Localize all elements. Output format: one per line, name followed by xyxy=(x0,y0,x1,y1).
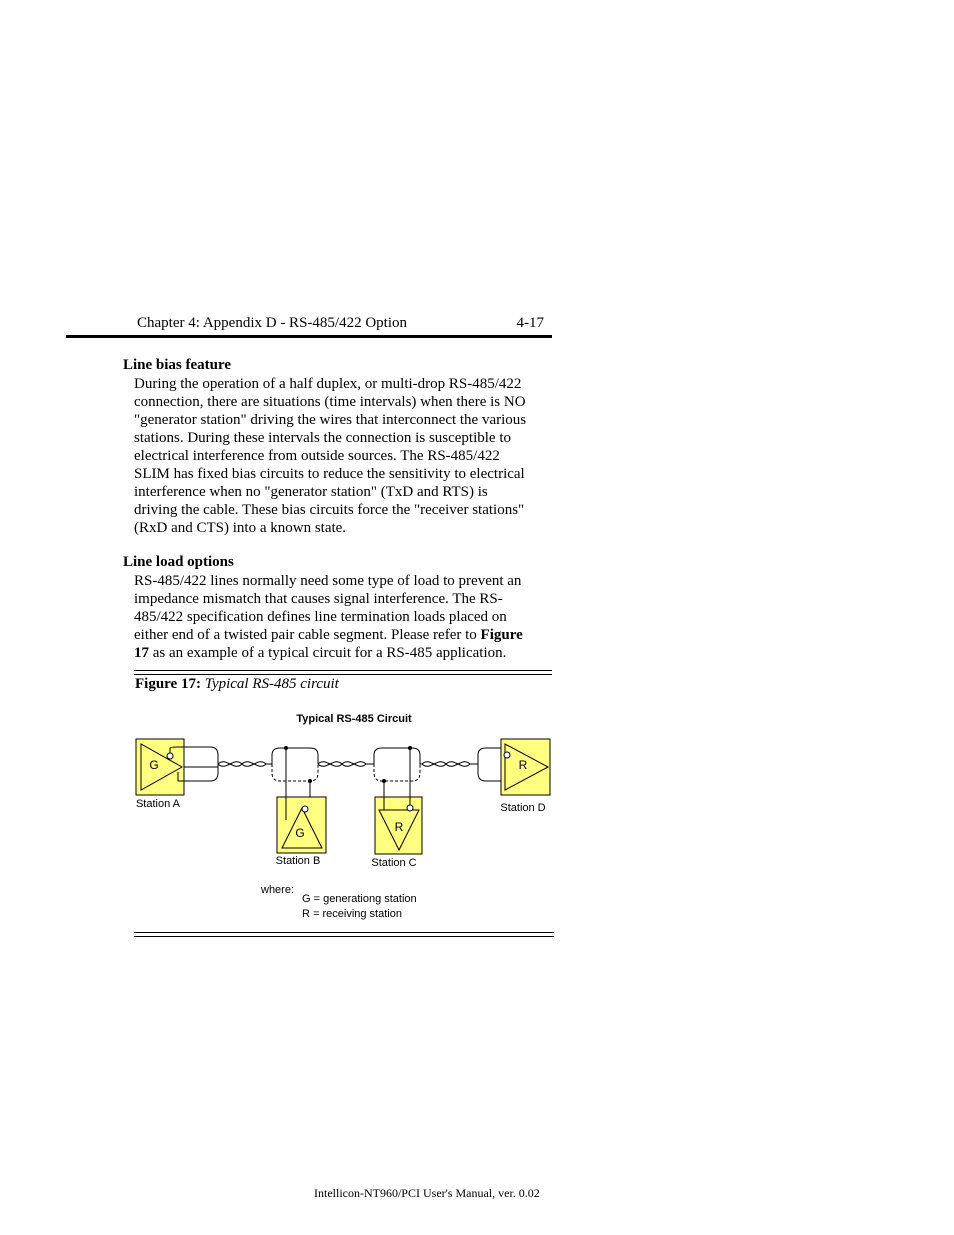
figure-bottom-rule xyxy=(134,932,554,937)
page-number: 4-17 xyxy=(516,315,544,331)
station-b-label: Station B xyxy=(275,855,321,867)
section-title-line-load: Line load options xyxy=(123,554,234,570)
text-line: "generator station" driving the wires that interconnect the various xyxy=(134,412,527,428)
text-segment: as an example of a typical circuit for a RS-485 application. xyxy=(149,645,507,661)
junction-dot xyxy=(284,746,288,750)
station-a-symbol: G xyxy=(149,758,159,772)
station-d-symbol: R xyxy=(518,758,528,772)
inverter-bubble-icon xyxy=(302,806,308,812)
legend-g-definition: G = generationg station xyxy=(302,893,417,905)
station-c-label: Station C xyxy=(371,857,417,869)
station-d-label: Station D xyxy=(500,802,546,814)
legend-r-definition: R = receiving station xyxy=(302,908,402,920)
text-line: interference when no "generator station" (TxD and RTS) is xyxy=(134,484,488,500)
text-line: impedance mismatch that causes signal interference. The RS- xyxy=(134,591,503,607)
text-line: (RxD and CTS) into a known state. xyxy=(134,520,347,536)
figure-reference: Figure xyxy=(480,627,523,643)
junction-dot xyxy=(308,779,312,783)
text-line: 485/422 specification defines line termination loads placed on xyxy=(134,609,507,625)
section-title-line-bias: Line bias feature xyxy=(123,357,232,373)
legend-where: where: xyxy=(261,884,295,896)
chapter-title: Chapter 4: Appendix D - RS-485/422 Option xyxy=(137,315,407,331)
inverter-bubble-icon xyxy=(407,805,413,811)
text-line: electrical interference from outside sources. The RS-485/422 xyxy=(134,448,500,464)
text-line: driving the cable. These bias circuits force the "receiver stations" xyxy=(134,502,525,518)
text-line: RS-485/422 lines normally need some type of load to prevent an xyxy=(134,573,522,589)
text-line: stations. During these intervals the connection is susceptible to xyxy=(134,430,512,446)
inverter-bubble-icon xyxy=(167,753,173,759)
diagram-title: Typical RS-485 Circuit xyxy=(296,713,412,725)
figure-label: Figure 17: xyxy=(135,676,201,692)
figure-reference-number: 17 xyxy=(134,645,149,661)
text-segment: either end of a twisted pair cable segment. Please refer to xyxy=(134,627,481,643)
inverter-bubble-icon xyxy=(504,752,510,758)
text-line: During the operation of a half duplex, or multi-drop RS-485/422 xyxy=(134,376,522,392)
figure-caption-text: Typical RS-485 circuit xyxy=(204,676,339,692)
junction-dot xyxy=(408,746,412,750)
wiring xyxy=(170,747,501,820)
junction-dot xyxy=(382,779,386,783)
station-c-symbol: R xyxy=(394,820,404,834)
text-line: connection, there are situations (time intervals) when there is NO xyxy=(134,394,526,410)
station-a-label: Station A xyxy=(135,798,181,810)
page-footer: Intellicon-NT960/PCI User's Manual, ver. 0.02 xyxy=(314,1186,540,1200)
station-b-symbol: G xyxy=(295,826,305,840)
text-line: SLIM has fixed bias circuits to reduce the sensitivity to electrical xyxy=(134,466,525,482)
